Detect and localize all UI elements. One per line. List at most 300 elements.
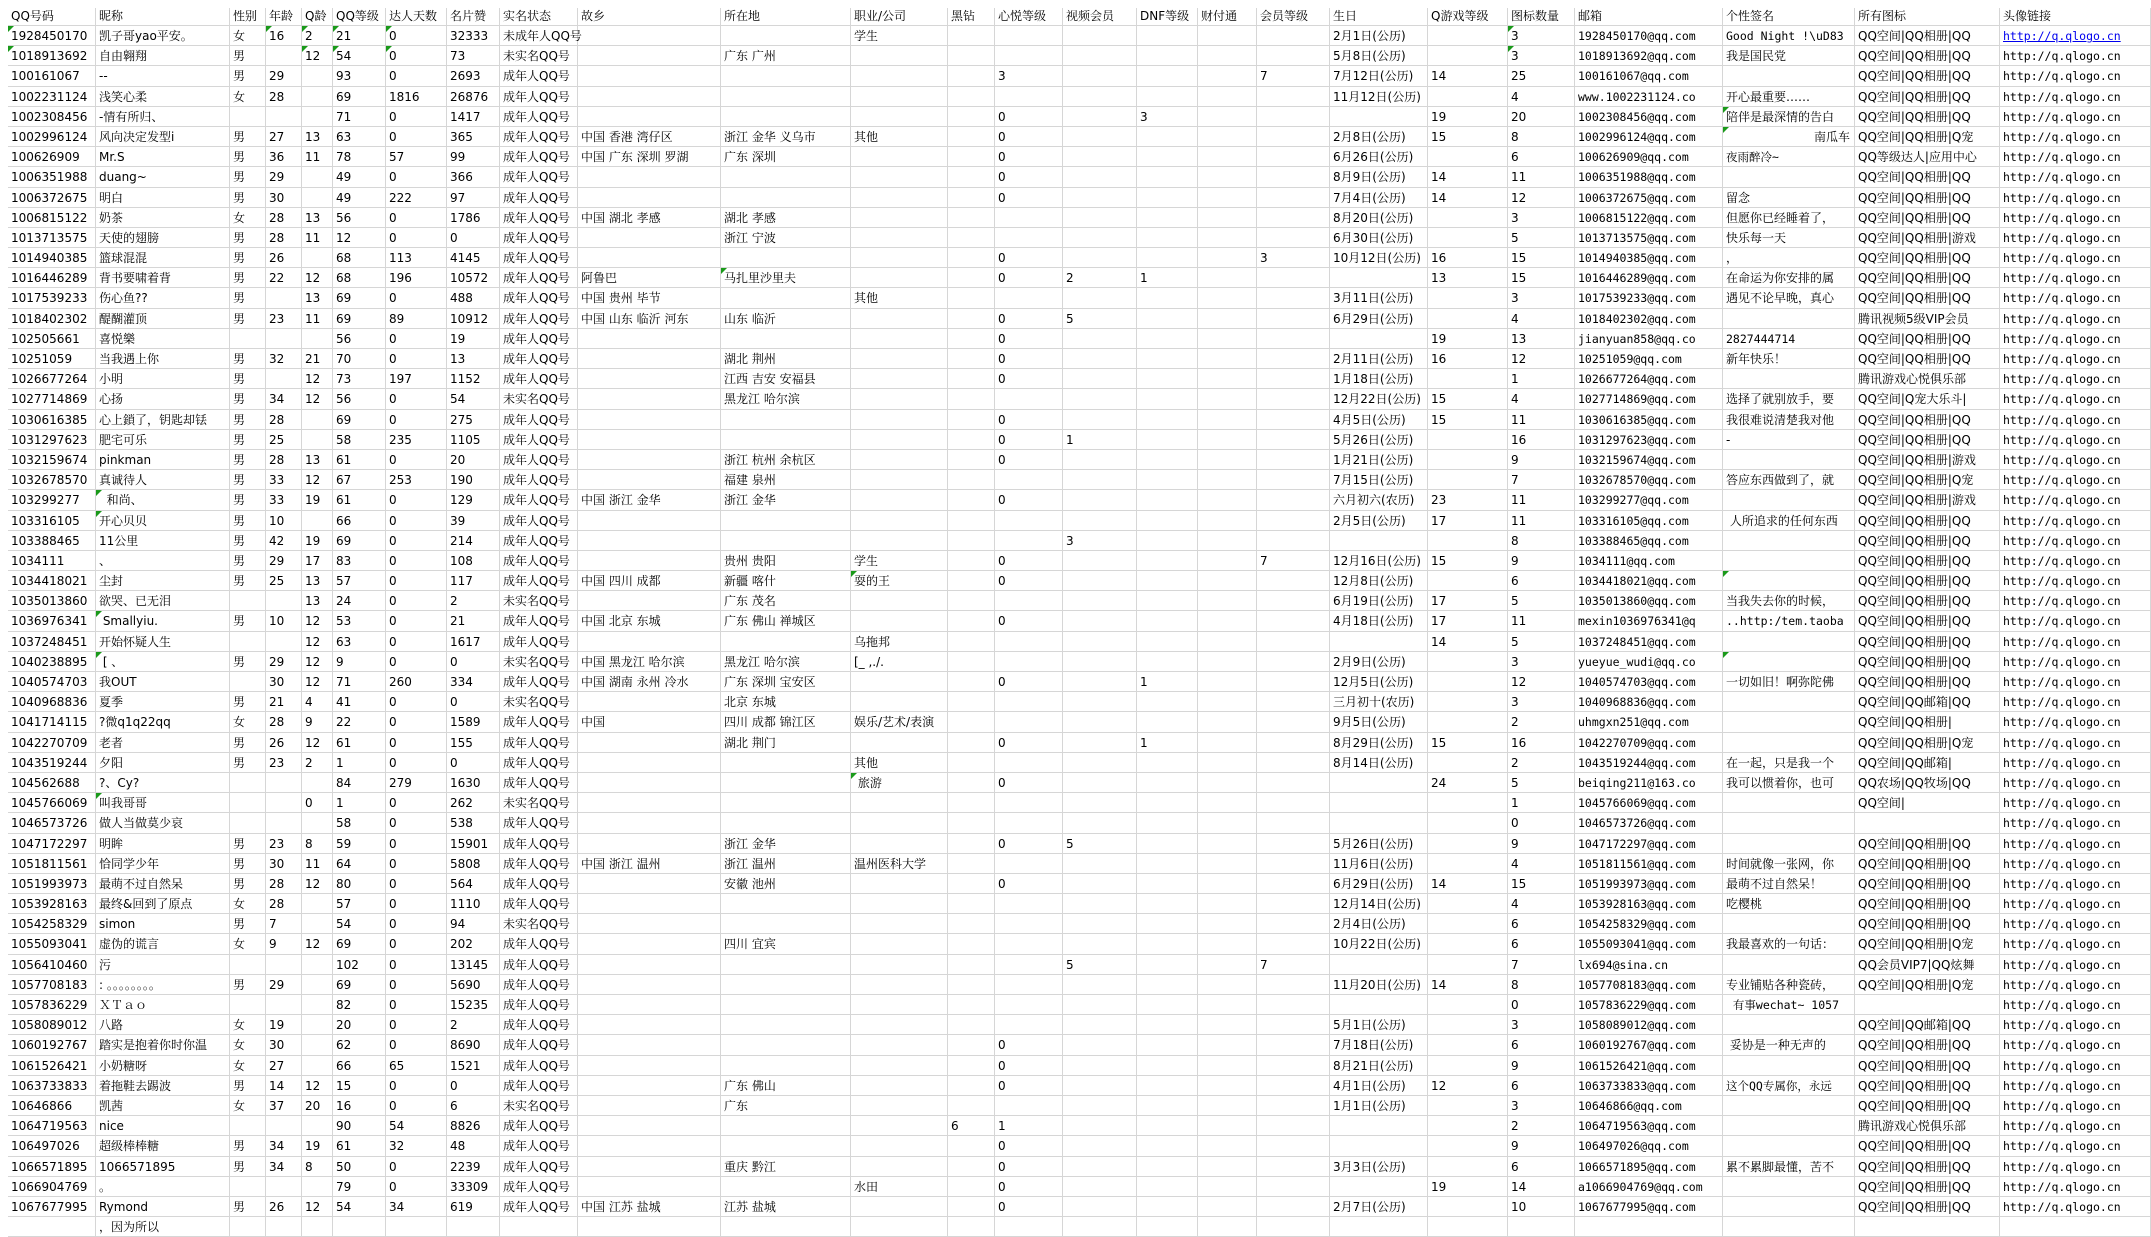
cell-qgame[interactable] bbox=[1428, 450, 1508, 470]
cell-zan[interactable]: 108 bbox=[447, 551, 500, 571]
cell-daren[interactable]: 0 bbox=[386, 692, 447, 712]
cell-daren[interactable]: 0 bbox=[386, 733, 447, 753]
cell-level[interactable]: 53 bbox=[333, 611, 386, 631]
cell-zan[interactable]: 129 bbox=[447, 490, 500, 510]
cell-nick[interactable]: 明白 bbox=[96, 188, 230, 208]
cell-home[interactable]: 中国 湖南 永州 冷水 bbox=[578, 672, 721, 692]
cell-heizuan[interactable] bbox=[948, 46, 995, 66]
cell-icons[interactable]: QQ空间|QQ相册|QQ bbox=[1855, 1076, 2000, 1096]
cell-xinyue[interactable]: 0 bbox=[995, 1136, 1063, 1156]
cell-video[interactable] bbox=[1063, 26, 1137, 46]
cell-email[interactable]: 100626909@qq.com bbox=[1575, 147, 1723, 167]
cell-job[interactable] bbox=[851, 309, 948, 329]
cell-level[interactable]: 78 bbox=[333, 147, 386, 167]
cell-icons_n[interactable]: 2 bbox=[1508, 753, 1575, 773]
cell-age[interactable] bbox=[266, 1116, 302, 1136]
cell-dnf[interactable] bbox=[1137, 430, 1198, 450]
cell-qage[interactable] bbox=[302, 188, 333, 208]
cell-link[interactable]: http://q.qlogo.cn bbox=[2000, 692, 2151, 712]
cell-sig[interactable]: 选择了就别放手，要 bbox=[1723, 389, 1855, 409]
cell-vip[interactable] bbox=[1257, 410, 1330, 430]
cell-sex[interactable]: 男 bbox=[230, 611, 266, 631]
cell-dnf[interactable] bbox=[1137, 470, 1198, 490]
cell-heizuan[interactable] bbox=[948, 591, 995, 611]
cell-home[interactable] bbox=[578, 813, 721, 833]
cell-home[interactable]: 中国 黑龙江 哈尔滨 bbox=[578, 652, 721, 672]
cell-qq[interactable]: 1006372675 bbox=[8, 188, 96, 208]
cell-level[interactable]: 54 bbox=[333, 914, 386, 934]
cell-sex[interactable]: 女 bbox=[230, 208, 266, 228]
cell-nick[interactable]: 我OUT bbox=[96, 672, 230, 692]
cell-sex[interactable]: 男 bbox=[230, 511, 266, 531]
cell-nick[interactable]: 肥宅可乐 bbox=[96, 430, 230, 450]
cell-sex[interactable]: 男 bbox=[230, 389, 266, 409]
cell-xinyue[interactable]: 0 bbox=[995, 107, 1063, 127]
cell-daren[interactable]: 0 bbox=[386, 349, 447, 369]
cell-email[interactable]: 103388465@qq.com bbox=[1575, 531, 1723, 551]
cell-qq[interactable]: 1040968836 bbox=[8, 692, 96, 712]
cell-link[interactable]: http://q.qlogo.cn bbox=[2000, 147, 2151, 167]
cell-video[interactable] bbox=[1063, 914, 1137, 934]
column-header-age[interactable]: 年龄 bbox=[266, 8, 302, 26]
cell-link[interactable]: http://q.qlogo.cn bbox=[2000, 571, 2151, 591]
cell-age[interactable] bbox=[266, 955, 302, 975]
cell-qgame[interactable] bbox=[1428, 1217, 1508, 1237]
cell-status[interactable]: 成年人QQ号 bbox=[500, 611, 578, 631]
cell-bday[interactable] bbox=[1330, 632, 1428, 652]
cell-vip[interactable] bbox=[1257, 329, 1330, 349]
cell-age[interactable] bbox=[266, 46, 302, 66]
cell-link[interactable]: http://q.qlogo.cn bbox=[2000, 611, 2151, 631]
cell-home[interactable] bbox=[578, 591, 721, 611]
cell-job[interactable] bbox=[851, 329, 948, 349]
cell-qgame[interactable] bbox=[1428, 1116, 1508, 1136]
cell-zan[interactable]: 13145 bbox=[447, 955, 500, 975]
cell-qgame[interactable] bbox=[1428, 854, 1508, 874]
cell-sig[interactable]: 人所追求的任何东西 bbox=[1723, 511, 1855, 531]
cell-video[interactable] bbox=[1063, 228, 1137, 248]
cell-sex[interactable]: 男 bbox=[230, 147, 266, 167]
cell-level[interactable]: 63 bbox=[333, 127, 386, 147]
cell-qq[interactable]: 1066571895 bbox=[8, 1157, 96, 1177]
cell-heizuan[interactable] bbox=[948, 692, 995, 712]
cell-xinyue[interactable]: 0 bbox=[995, 733, 1063, 753]
cell-heizuan[interactable] bbox=[948, 955, 995, 975]
cell-dnf[interactable] bbox=[1137, 1217, 1198, 1237]
cell-cft[interactable] bbox=[1198, 1177, 1257, 1197]
cell-icons_n[interactable]: 9 bbox=[1508, 1056, 1575, 1076]
cell-heizuan[interactable] bbox=[948, 531, 995, 551]
cell-link[interactable]: http://q.qlogo.cn bbox=[2000, 753, 2151, 773]
cell-icons_n[interactable]: 25 bbox=[1508, 66, 1575, 86]
cell-link[interactable]: http://q.qlogo.cn bbox=[2000, 87, 2151, 107]
cell-qq[interactable]: 1018402302 bbox=[8, 309, 96, 329]
cell-level[interactable]: 58 bbox=[333, 430, 386, 450]
cell-email[interactable]: 1017539233@qq.com bbox=[1575, 288, 1723, 308]
cell-loc[interactable] bbox=[721, 511, 851, 531]
cell-age[interactable]: 34 bbox=[266, 1157, 302, 1177]
cell-icons[interactable]: QQ空间|QQ相册|QQ bbox=[1855, 268, 2000, 288]
cell-link[interactable]: http://q.qlogo.cn bbox=[2000, 1056, 2151, 1076]
cell-daren[interactable]: 279 bbox=[386, 773, 447, 793]
cell-qq[interactable]: 1037248451 bbox=[8, 632, 96, 652]
cell-sex[interactable]: 男 bbox=[230, 834, 266, 854]
cell-loc[interactable]: 重庆 黔江 bbox=[721, 1157, 851, 1177]
cell-vip[interactable] bbox=[1257, 1096, 1330, 1116]
cell-vip[interactable] bbox=[1257, 107, 1330, 127]
cell-cft[interactable] bbox=[1198, 531, 1257, 551]
cell-video[interactable] bbox=[1063, 147, 1137, 167]
cell-loc[interactable]: 浙江 金华 bbox=[721, 490, 851, 510]
cell-xinyue[interactable]: 0 bbox=[995, 551, 1063, 571]
cell-dnf[interactable] bbox=[1137, 531, 1198, 551]
cell-sig[interactable] bbox=[1723, 551, 1855, 571]
column-header-zan[interactable]: 名片赞 bbox=[447, 8, 500, 26]
cell-loc[interactable] bbox=[721, 753, 851, 773]
cell-cft[interactable] bbox=[1198, 1116, 1257, 1136]
cell-icons[interactable] bbox=[1855, 995, 2000, 1015]
column-header-icons_n[interactable]: 图标数量 bbox=[1508, 8, 1575, 26]
cell-status[interactable]: 成年人QQ号 bbox=[500, 268, 578, 288]
column-header-qgame[interactable]: Q游戏等级 bbox=[1428, 8, 1508, 26]
cell-heizuan[interactable] bbox=[948, 268, 995, 288]
cell-vip[interactable] bbox=[1257, 692, 1330, 712]
cell-zan[interactable]: 334 bbox=[447, 672, 500, 692]
cell-qgame[interactable]: 12 bbox=[1428, 1076, 1508, 1096]
cell-zan[interactable]: 2 bbox=[447, 591, 500, 611]
cell-heizuan[interactable] bbox=[948, 632, 995, 652]
cell-dnf[interactable] bbox=[1137, 309, 1198, 329]
cell-dnf[interactable] bbox=[1137, 854, 1198, 874]
cell-cft[interactable] bbox=[1198, 813, 1257, 833]
cell-sig[interactable]: 陪伴是最深情的告白 bbox=[1723, 107, 1855, 127]
cell-qage[interactable]: 8 bbox=[302, 834, 333, 854]
cell-sig[interactable]: 我最喜欢的一句话： bbox=[1723, 934, 1855, 954]
cell-icons_n[interactable]: 2 bbox=[1508, 712, 1575, 732]
cell-loc[interactable] bbox=[721, 430, 851, 450]
cell-cft[interactable] bbox=[1198, 87, 1257, 107]
cell-cft[interactable] bbox=[1198, 773, 1257, 793]
cell-job[interactable] bbox=[851, 208, 948, 228]
cell-email[interactable]: 1063733833@qq.com bbox=[1575, 1076, 1723, 1096]
cell-status[interactable]: 成年人QQ号 bbox=[500, 208, 578, 228]
cell-email[interactable]: 1032159674@qq.com bbox=[1575, 450, 1723, 470]
cell-qage[interactable]: 12 bbox=[302, 611, 333, 631]
cell-dnf[interactable] bbox=[1137, 490, 1198, 510]
cell-icons[interactable]: QQ空间|QQ相册|QQ bbox=[1855, 46, 2000, 66]
cell-loc[interactable]: 贵州 贵阳 bbox=[721, 551, 851, 571]
cell-sig[interactable] bbox=[1723, 571, 1855, 591]
cell-link[interactable]: http://q.qlogo.cn bbox=[2000, 1015, 2151, 1035]
cell-heizuan[interactable] bbox=[948, 995, 995, 1015]
cell-qq[interactable]: 1067677995 bbox=[8, 1197, 96, 1217]
cell-sex[interactable]: 男 bbox=[230, 531, 266, 551]
cell-heizuan[interactable] bbox=[948, 1056, 995, 1076]
cell-xinyue[interactable]: 0 bbox=[995, 1177, 1063, 1197]
cell-qgame[interactable]: 15 bbox=[1428, 127, 1508, 147]
cell-icons_n[interactable]: 1 bbox=[1508, 369, 1575, 389]
cell-home[interactable] bbox=[578, 934, 721, 954]
column-header-qq[interactable]: QQ号码 bbox=[8, 8, 96, 26]
cell-xinyue[interactable]: 0 bbox=[995, 1197, 1063, 1217]
cell-qq[interactable]: 1002996124 bbox=[8, 127, 96, 147]
cell-status[interactable]: 成年人QQ号 bbox=[500, 288, 578, 308]
cell-vip[interactable] bbox=[1257, 1015, 1330, 1035]
cell-sex[interactable]: 女 bbox=[230, 934, 266, 954]
column-header-video[interactable]: 视频会员 bbox=[1063, 8, 1137, 26]
cell-heizuan[interactable] bbox=[948, 107, 995, 127]
cell-video[interactable] bbox=[1063, 874, 1137, 894]
cell-qq[interactable]: 1057836229 bbox=[8, 995, 96, 1015]
cell-qage[interactable]: 12 bbox=[302, 632, 333, 652]
cell-sig[interactable]: 累不累脚最懂，苦不 bbox=[1723, 1157, 1855, 1177]
cell-link[interactable]: http://q.qlogo.cn bbox=[2000, 66, 2151, 86]
cell-link[interactable]: http://q.qlogo.cn bbox=[2000, 470, 2151, 490]
cell-heizuan[interactable] bbox=[948, 934, 995, 954]
cell-level[interactable]: 16 bbox=[333, 1096, 386, 1116]
cell-link[interactable]: http://q.qlogo.cn bbox=[2000, 874, 2151, 894]
cell-zan[interactable]: 262 bbox=[447, 793, 500, 813]
cell-qq[interactable]: 1066904769 bbox=[8, 1177, 96, 1197]
cell-qq[interactable] bbox=[8, 1217, 96, 1237]
cell-icons[interactable]: QQ空间|QQ相册|Q宠 bbox=[1855, 975, 2000, 995]
cell-qgame[interactable] bbox=[1428, 1197, 1508, 1217]
cell-xinyue[interactable]: 0 bbox=[995, 773, 1063, 793]
cell-nick[interactable]: 开始怀疑人生 bbox=[96, 632, 230, 652]
cell-heizuan[interactable] bbox=[948, 1217, 995, 1237]
cell-icons[interactable]: QQ空间|QQ相册|QQ bbox=[1855, 571, 2000, 591]
cell-loc[interactable]: 黑龙江 哈尔滨 bbox=[721, 389, 851, 409]
cell-heizuan[interactable] bbox=[948, 1177, 995, 1197]
cell-sex[interactable] bbox=[230, 955, 266, 975]
cell-video[interactable] bbox=[1063, 975, 1137, 995]
cell-heizuan[interactable] bbox=[948, 288, 995, 308]
cell-sex[interactable]: 女 bbox=[230, 712, 266, 732]
cell-heizuan[interactable] bbox=[948, 511, 995, 531]
cell-bday[interactable]: 9月5日(公历) bbox=[1330, 712, 1428, 732]
cell-job[interactable] bbox=[851, 692, 948, 712]
cell-sig[interactable]: 我很难说清楚我对他 bbox=[1723, 410, 1855, 430]
cell-sig[interactable]: 南瓜车 bbox=[1723, 127, 1855, 147]
cell-qgame[interactable]: 14 bbox=[1428, 66, 1508, 86]
cell-bday[interactable]: 7月12日(公历) bbox=[1330, 66, 1428, 86]
cell-home[interactable]: 中国 山东 临沂 河东 bbox=[578, 309, 721, 329]
cell-home[interactable]: 中国 贵州 毕节 bbox=[578, 288, 721, 308]
cell-dnf[interactable] bbox=[1137, 934, 1198, 954]
cell-icons[interactable] bbox=[1855, 1217, 2000, 1237]
cell-heizuan[interactable] bbox=[948, 733, 995, 753]
cell-xinyue[interactable] bbox=[995, 995, 1063, 1015]
cell-heizuan[interactable] bbox=[948, 26, 995, 46]
cell-video[interactable] bbox=[1063, 511, 1137, 531]
cell-cft[interactable] bbox=[1198, 470, 1257, 490]
cell-age[interactable]: 28 bbox=[266, 208, 302, 228]
cell-job[interactable] bbox=[851, 1035, 948, 1055]
cell-icons_n[interactable]: 10 bbox=[1508, 1197, 1575, 1217]
cell-link[interactable]: http://q.qlogo.cn bbox=[2000, 652, 2151, 672]
cell-bday[interactable]: 4月1日(公历) bbox=[1330, 1076, 1428, 1096]
cell-video[interactable]: 5 bbox=[1063, 955, 1137, 975]
cell-dnf[interactable] bbox=[1137, 975, 1198, 995]
cell-video[interactable] bbox=[1063, 248, 1137, 268]
cell-dnf[interactable] bbox=[1137, 1136, 1198, 1156]
cell-video[interactable] bbox=[1063, 389, 1137, 409]
cell-link[interactable]: http://q.qlogo.cn bbox=[2000, 188, 2151, 208]
cell-link[interactable]: http://q.qlogo.cn bbox=[2000, 349, 2151, 369]
cell-age[interactable]: 34 bbox=[266, 389, 302, 409]
cell-qq[interactable]: 1032159674 bbox=[8, 450, 96, 470]
cell-icons[interactable]: QQ空间|QQ相册|QQ bbox=[1855, 834, 2000, 854]
cell-vip[interactable] bbox=[1257, 188, 1330, 208]
cell-xinyue[interactable] bbox=[995, 46, 1063, 66]
cell-bday[interactable]: 12月14日(公历) bbox=[1330, 894, 1428, 914]
cell-icons[interactable]: QQ空间|QQ相册|QQ bbox=[1855, 430, 2000, 450]
cell-sex[interactable]: 男 bbox=[230, 874, 266, 894]
cell-qgame[interactable] bbox=[1428, 712, 1508, 732]
cell-dnf[interactable] bbox=[1137, 1177, 1198, 1197]
cell-level[interactable]: 69 bbox=[333, 410, 386, 430]
cell-icons[interactable]: QQ空间|QQ相册|QQ bbox=[1855, 511, 2000, 531]
cell-status[interactable]: 未实名QQ号 bbox=[500, 914, 578, 934]
cell-qage[interactable]: 12 bbox=[302, 672, 333, 692]
cell-home[interactable] bbox=[578, 511, 721, 531]
cell-nick[interactable]: 篮球混混 bbox=[96, 248, 230, 268]
cell-video[interactable] bbox=[1063, 571, 1137, 591]
cell-vip[interactable]: 7 bbox=[1257, 551, 1330, 571]
cell-daren[interactable]: 0 bbox=[386, 834, 447, 854]
cell-xinyue[interactable]: 0 bbox=[995, 248, 1063, 268]
cell-sex[interactable]: 男 bbox=[230, 692, 266, 712]
cell-email[interactable]: 1026677264@qq.com bbox=[1575, 369, 1723, 389]
cell-video[interactable] bbox=[1063, 733, 1137, 753]
cell-loc[interactable]: 浙江 宁波 bbox=[721, 228, 851, 248]
cell-loc[interactable]: 福建 泉州 bbox=[721, 470, 851, 490]
cell-icons_n[interactable]: 15 bbox=[1508, 248, 1575, 268]
cell-job[interactable] bbox=[851, 591, 948, 611]
cell-nick[interactable]: 老者 bbox=[96, 733, 230, 753]
cell-heizuan[interactable] bbox=[948, 712, 995, 732]
cell-cft[interactable] bbox=[1198, 26, 1257, 46]
cell-qage[interactable]: 0 bbox=[302, 793, 333, 813]
cell-icons_n[interactable]: 4 bbox=[1508, 894, 1575, 914]
cell-status[interactable]: 成年人QQ号 bbox=[500, 894, 578, 914]
cell-home[interactable] bbox=[578, 975, 721, 995]
cell-daren[interactable]: 1816 bbox=[386, 87, 447, 107]
cell-qq[interactable]: 1063733833 bbox=[8, 1076, 96, 1096]
cell-qage[interactable]: 21 bbox=[302, 349, 333, 369]
cell-level[interactable]: 67 bbox=[333, 470, 386, 490]
cell-video[interactable] bbox=[1063, 349, 1137, 369]
cell-link[interactable]: http://q.qlogo.cn bbox=[2000, 733, 2151, 753]
cell-xinyue[interactable] bbox=[995, 652, 1063, 672]
cell-level[interactable]: 66 bbox=[333, 511, 386, 531]
cell-xinyue[interactable]: 0 bbox=[995, 369, 1063, 389]
cell-sex[interactable]: 男 bbox=[230, 1076, 266, 1096]
cell-email[interactable]: 1030616385@qq.com bbox=[1575, 410, 1723, 430]
column-header-sex[interactable]: 性别 bbox=[230, 8, 266, 26]
cell-loc[interactable] bbox=[721, 288, 851, 308]
cell-link[interactable]: http://q.qlogo.cn bbox=[2000, 369, 2151, 389]
cell-xinyue[interactable]: 0 bbox=[995, 672, 1063, 692]
cell-qq[interactable]: 103299277 bbox=[8, 490, 96, 510]
cell-link[interactable]: http://q.qlogo.cn bbox=[2000, 410, 2151, 430]
cell-home[interactable]: 中国 浙江 温州 bbox=[578, 854, 721, 874]
cell-icons[interactable]: QQ空间|Q宠大乐斗| bbox=[1855, 389, 2000, 409]
cell-daren[interactable]: 260 bbox=[386, 672, 447, 692]
cell-job[interactable] bbox=[851, 107, 948, 127]
cell-video[interactable] bbox=[1063, 127, 1137, 147]
cell-xinyue[interactable]: 0 bbox=[995, 349, 1063, 369]
cell-xinyue[interactable] bbox=[995, 1096, 1063, 1116]
cell-qage[interactable] bbox=[302, 410, 333, 430]
cell-sex[interactable] bbox=[230, 1217, 266, 1237]
cell-status[interactable]: 成年人QQ号 bbox=[500, 329, 578, 349]
cell-qgame[interactable]: 15 bbox=[1428, 410, 1508, 430]
cell-cft[interactable] bbox=[1198, 1076, 1257, 1096]
cell-qq[interactable]: 106497026 bbox=[8, 1136, 96, 1156]
cell-xinyue[interactable] bbox=[995, 26, 1063, 46]
cell-job[interactable] bbox=[851, 410, 948, 430]
cell-status[interactable]: 成年人QQ号 bbox=[500, 127, 578, 147]
cell-xinyue[interactable] bbox=[995, 914, 1063, 934]
cell-qq[interactable]: 1064719563 bbox=[8, 1116, 96, 1136]
cell-icons_n[interactable]: 16 bbox=[1508, 430, 1575, 450]
cell-email[interactable]: uhmgxn251@qq.com bbox=[1575, 712, 1723, 732]
cell-qage[interactable] bbox=[302, 773, 333, 793]
cell-heizuan[interactable] bbox=[948, 914, 995, 934]
cell-nick[interactable]: ＸＴａｏ bbox=[96, 995, 230, 1015]
cell-cft[interactable] bbox=[1198, 329, 1257, 349]
cell-qq[interactable]: 1017539233 bbox=[8, 288, 96, 308]
cell-qgame[interactable] bbox=[1428, 1056, 1508, 1076]
cell-heizuan[interactable] bbox=[948, 490, 995, 510]
cell-vip[interactable] bbox=[1257, 490, 1330, 510]
cell-vip[interactable] bbox=[1257, 369, 1330, 389]
cell-nick[interactable]: 踏实是抱着你时你温 bbox=[96, 1035, 230, 1055]
cell-video[interactable] bbox=[1063, 490, 1137, 510]
cell-video[interactable] bbox=[1063, 894, 1137, 914]
cell-sig[interactable] bbox=[1723, 712, 1855, 732]
cell-home[interactable] bbox=[578, 834, 721, 854]
cell-link[interactable]: http://q.qlogo.cn bbox=[2000, 107, 2151, 127]
cell-email[interactable]: 1043519244@qq.com bbox=[1575, 753, 1723, 773]
cell-qgame[interactable] bbox=[1428, 1035, 1508, 1055]
cell-email[interactable]: 1055093041@qq.com bbox=[1575, 934, 1723, 954]
cell-home[interactable] bbox=[578, 914, 721, 934]
cell-cft[interactable] bbox=[1198, 894, 1257, 914]
cell-xinyue[interactable]: 0 bbox=[995, 450, 1063, 470]
cell-status[interactable]: 成年人QQ号 bbox=[500, 1035, 578, 1055]
cell-link[interactable]: http://q.qlogo.cn bbox=[2000, 389, 2151, 409]
cell-dnf[interactable] bbox=[1137, 1157, 1198, 1177]
cell-loc[interactable]: 江苏 盐城 bbox=[721, 1197, 851, 1217]
cell-level[interactable]: 93 bbox=[333, 66, 386, 86]
cell-qq[interactable]: 1006351988 bbox=[8, 167, 96, 187]
cell-zan[interactable]: 1152 bbox=[447, 369, 500, 389]
cell-cft[interactable] bbox=[1198, 692, 1257, 712]
column-header-loc[interactable]: 所在地 bbox=[721, 8, 851, 26]
cell-zan[interactable]: 155 bbox=[447, 733, 500, 753]
cell-cft[interactable] bbox=[1198, 430, 1257, 450]
cell-icons_n[interactable]: 6 bbox=[1508, 571, 1575, 591]
cell-level[interactable]: 80 bbox=[333, 874, 386, 894]
cell-vip[interactable] bbox=[1257, 1217, 1330, 1237]
cell-status[interactable]: 成年人QQ号 bbox=[500, 228, 578, 248]
cell-link[interactable]: http://q.qlogo.cn bbox=[2000, 450, 2151, 470]
cell-icons_n[interactable]: 9 bbox=[1508, 834, 1575, 854]
cell-age[interactable] bbox=[266, 793, 302, 813]
cell-video[interactable] bbox=[1063, 1217, 1137, 1237]
